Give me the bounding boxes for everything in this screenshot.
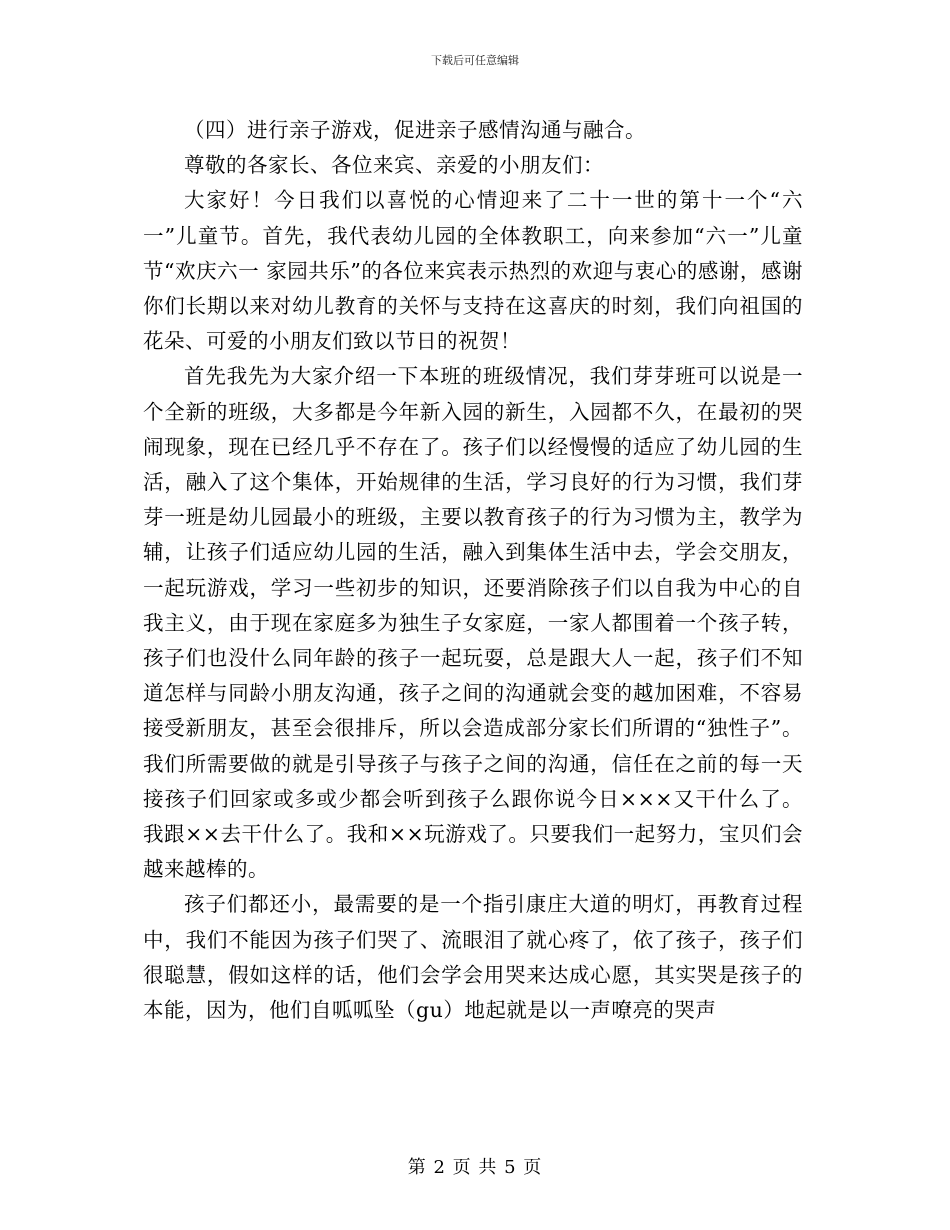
paragraph-greeting: 大家好！今日我们以喜悦的心情迎来了二十一世的第十一个“六一”儿童节。首先，我代表幼儿园的全体教职工，向来参加“六一”儿童节“欢庆六一 家园共乐”的各位来宾表示热烈的欢迎与衷心的感谢，感谢你们长期以来对幼儿教育的关怀与支持在这喜庆的时刻，我们向祖国的花朵、可爱的小朋友们致以节日的祝贺！ (143, 188, 803, 354)
header-note: 下载后可任意编辑 (431, 54, 519, 67)
paragraph-section-heading: （四）进行亲子游戏，促进亲子感情沟通与融合。 (184, 118, 646, 142)
paragraph-salutation: 尊敬的各家长、各位来宾、亲爱的小朋友们： (184, 153, 604, 178)
page-number-footer: 第 2 页 共 5 页 (407, 1157, 543, 1178)
paragraph-education-guidance: 孩子们都还小，最需要的是一个指引康庄大道的明灯，再教育过程中，我们不能因为孩子们哭了、流眼泪了就心疼了，依了孩子，孩子们很聪慧，假如这样的话，他们会学会用哭来达成心愿，其实哭是孩子的本能，因为，他们自呱呱坠（gu）地起就是以一声嘹亮的哭声 (143, 892, 803, 1023)
body-text (143, 113, 803, 1028)
paragraph-class-introduction: 首先我先为大家介绍一下本班的班级情况，我们芽芽班可以说是一个全新的班级，大多都是今年新入园的新生，入园都不久，在最初的哭闹现象，现在已经几乎不存在了。孩子们以经慢慢的适应了幼儿园的生活，融入了这个集体，开始规律的生活，学习良好的行为习惯，我们芽芽一班是幼儿园最小的班级，主要以教育孩子的行为习惯为主，教学为辅，让孩子们适应幼儿园的生活，融入到集体生活中去，学会交朋友，一起玩游戏，学习一些初步的知识，还要消除孩子们以自我为中心的自我主义，由于现在家庭多为独生子女家庭，一家人都围着一个孩子转，孩子们也没什么同年龄的孩子一起玩耍，总是跟大人一起，孩子们不知道怎样与同龄小朋友沟通，孩子之间的沟通就会变的越加困难，不容易接受新朋友，甚至会很排斥，所以会造成部分家长们所谓的“独性子”。我们所需要做的就是引导孩子与孩子之间的沟通，信任在之前的每一天接孩子们回家或多或少都会听到孩子么跟你说今日×××又干什么了。我跟××去干什么了。我和××玩游戏了。只要我们一起努力，宝贝们会越来越棒的。 (143, 364, 803, 882)
